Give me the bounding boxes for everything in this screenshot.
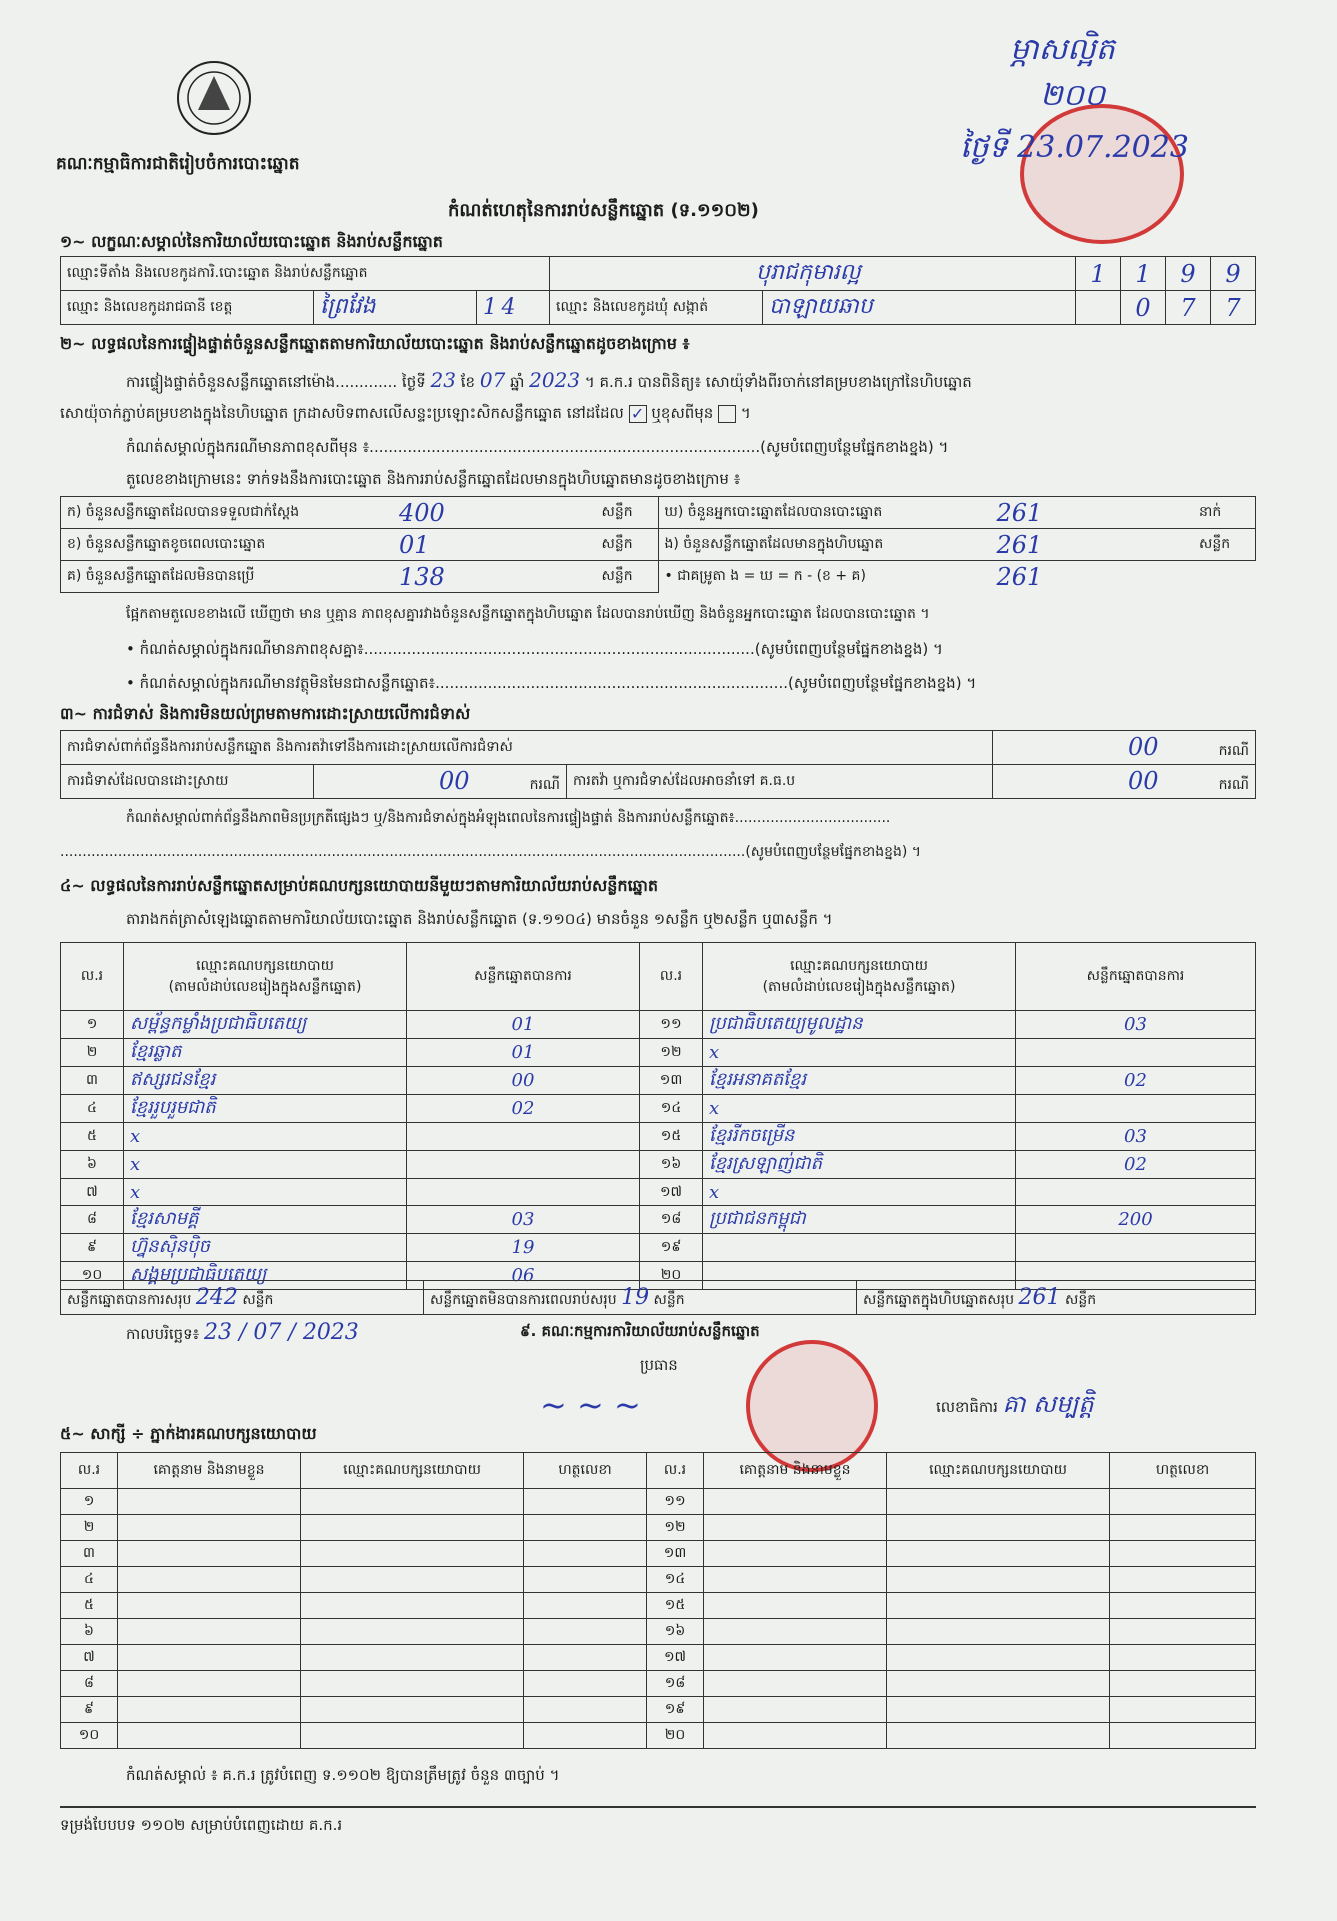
irregularity-note-2: ..........................................................................................................................................................(សូមបំពេញបន្ថែមផ្នែកខាងខ្នង) ។ [60, 844, 922, 860]
witness-entry-field[interactable] [887, 1515, 1110, 1541]
witness-entry-field[interactable] [301, 1567, 524, 1593]
location-value [550, 257, 1076, 291]
party-results-table [60, 942, 1256, 1290]
witness-entry-field[interactable] [118, 1619, 301, 1645]
party-no-right: ១៩ [640, 1234, 703, 1262]
witness-row-number: ១៦ [647, 1619, 704, 1645]
witness-header-no-right: ល.រ [647, 1453, 704, 1489]
party-name-right: ប្រជាធិបតេយ្យមូលដ្ឋាន [703, 1011, 1016, 1039]
table-row [61, 1489, 1256, 1515]
witness-entry-field[interactable] [524, 1567, 647, 1593]
witness-entry-field[interactable] [1110, 1619, 1256, 1645]
witness-entry-field[interactable] [704, 1645, 887, 1671]
verify-day: 23 [430, 368, 456, 392]
chair-signature: ~ ~ ~ [540, 1386, 641, 1424]
irregularity-note-1: កំណត់សម្គាល់ពាក់ព័ន្ធនឹងភាពមិនប្រក្រតីផ្សេងៗ ឬ/និងការជំទាស់ក្នុងអំឡុងពេលនៃការផ្ទៀងផ្ទាត់ និងការរាប់សន្លឹកឆ្នោត៖................................... [126, 810, 891, 826]
figure-c-value: 138 [393, 561, 596, 593]
witness-entry-field[interactable] [704, 1723, 887, 1749]
witness-row-number: ៥ [61, 1593, 118, 1619]
table-row [61, 1593, 1256, 1619]
party-no-right: ១៤ [640, 1095, 703, 1123]
section2-title: ២~ លទ្ធផលនៃការផ្ទៀងផ្ទាត់ចំនួនសន្លឹកឆ្នោតតាមការិយាល័យបោះឆ្នោត និងរាប់សន្លឹកឆ្នោតដូចខាងក្រោម ៖ [60, 334, 690, 353]
party-header-line1: ឈ្មោះគណបក្សនយោបាយ [196, 957, 334, 974]
witness-entry-field[interactable] [1110, 1697, 1256, 1723]
total-valid-unit: សន្លឹក [242, 1291, 274, 1308]
nec-emblem-icon [168, 58, 260, 138]
table-row [61, 1206, 1256, 1234]
witness-row-number: ៣ [61, 1541, 118, 1567]
witness-entry-field[interactable] [301, 1515, 524, 1541]
witness-entry-field[interactable] [1110, 1723, 1256, 1749]
witness-row-number: ១៨ [647, 1671, 704, 1697]
witness-entry-field[interactable] [301, 1541, 524, 1567]
witness-entry-field[interactable] [524, 1515, 647, 1541]
party-no-right: ១៨ [640, 1206, 703, 1234]
witness-entry-field[interactable] [704, 1619, 887, 1645]
witness-header-name-left: គោត្តនាម និងនាមខ្លួន [118, 1453, 301, 1489]
witness-entry-field[interactable] [524, 1723, 647, 1749]
handwritten-note-line2: ២០០ [1040, 78, 1106, 113]
formula-unit [1193, 561, 1256, 593]
witness-entry-field[interactable] [704, 1697, 887, 1723]
date-label: កាលបរិច្ឆេទ៖ [126, 1325, 200, 1343]
witness-entry-field[interactable] [118, 1645, 301, 1671]
table-row [61, 1067, 1256, 1095]
witness-row-number: ៤ [61, 1567, 118, 1593]
party-no-left: ៩ [61, 1234, 124, 1262]
escalated-cell [993, 765, 1256, 799]
party-votes-right [1016, 1234, 1256, 1262]
party-name-right: ខ្មែរស្រឡាញ់ជាតិ [703, 1151, 1016, 1179]
witness-entry-field[interactable] [301, 1697, 524, 1723]
party-name-left: ខ្មែររួបរួមជាតិ [124, 1095, 407, 1123]
party-no-left: ៨ [61, 1206, 124, 1234]
party-name-right: x [703, 1039, 1016, 1067]
party-no-left: ៤ [61, 1095, 124, 1123]
total-valid-value: 242 [195, 1284, 238, 1310]
witness-entry-field[interactable] [301, 1489, 524, 1515]
party-votes-right: 03 [1016, 1123, 1256, 1151]
verification-line [126, 368, 972, 392]
witness-body [61, 1489, 1256, 1749]
objection-count-value: 00 [1128, 733, 1159, 761]
section3-title: ៣~ ការជំទាស់ និងការមិនយល់ព្រមតាមការដោះស្រាយលើការជំទាស់ [60, 704, 471, 723]
difference-note-line: កំណត់សម្គាល់ក្នុងករណីមានភាពខុសពីមុន ៖..................................................................................(សូមបំពេញបន្ថែមផ្នែកខាងខ្នង) ។ [126, 438, 949, 456]
total-box-cell [857, 1281, 1256, 1315]
total-invalid-unit: សន្លឹក [653, 1291, 685, 1308]
witness-entry-field[interactable] [301, 1645, 524, 1671]
party-no-left: ៣ [61, 1067, 124, 1095]
table-row [61, 1619, 1256, 1645]
escalated-unit: ករណី [1218, 777, 1249, 793]
chair-label: ប្រធាន [640, 1356, 678, 1374]
party-votes-left [407, 1179, 640, 1206]
table-row [61, 1234, 1256, 1262]
witness-entry-field[interactable] [704, 1671, 887, 1697]
escalated-label: ការតវ៉ា ឬការជំទាស់ដែលអាចនាំទៅ គ.ធ.ប [567, 765, 993, 799]
witness-entry-field[interactable] [704, 1593, 887, 1619]
changed-text: ឬខុសពីមុន [651, 404, 714, 422]
resolved-value: 00 [439, 767, 470, 795]
party-votes-left [407, 1151, 640, 1179]
witness-header-party-right: ឈ្មោះគណបក្សនយោបាយ [887, 1453, 1110, 1489]
secretary-line [936, 1390, 1094, 1419]
table-row [61, 1011, 1256, 1039]
witness-row-number: ៨ [61, 1671, 118, 1697]
results-header-votes-right: សន្លឹកឆ្នោតបានការ [1016, 943, 1256, 1011]
witness-row-number: ១២ [647, 1515, 704, 1541]
party-no-left: ៦ [61, 1151, 124, 1179]
witness-entry-field[interactable] [1110, 1489, 1256, 1515]
province-code-2: 4 [501, 295, 516, 320]
witness-table [60, 1452, 1256, 1749]
witness-header-party-left: ឈ្មោះគណបក្សនយោបាយ [301, 1453, 524, 1489]
ballot-figures-table [60, 496, 1256, 593]
witness-entry-field[interactable] [704, 1489, 887, 1515]
commune-label: ឈ្មោះ និងលេខកូដឃុំ សង្កាត់ [550, 291, 763, 325]
witness-entry-field[interactable] [524, 1619, 647, 1645]
witness-note: កំណត់សម្គាល់ ៖ គ.ក.រ ត្រូវបំពេញ ទ.១១០២ ឱ្យបានត្រឹមត្រូវ ចំនួន ៣ច្បាប់ ។ [126, 1766, 560, 1784]
party-no-right: ១៥ [640, 1123, 703, 1151]
party-votes-left [407, 1123, 640, 1151]
witness-entry-field[interactable] [704, 1541, 887, 1567]
witness-entry-field[interactable] [887, 1489, 1110, 1515]
seal-check-line: សោយ៉ុចាក់ភ្ជាប់គម្របខាងក្នុងនៃហិបឆ្នោត ក្រដាសបិទពាសលើសន្ទះប្រឡោះសិកសន្លឹកឆ្នោត នៅដដែល ✓ ឬខុសពីមុន ។ [60, 403, 751, 423]
commune-code-1: 0 [1121, 291, 1166, 325]
total-invalid-label: សន្លឹកឆ្នោតមិនបានការពេលរាប់សរុប [430, 1291, 617, 1308]
total-box-label: សន្លឹកឆ្នោតក្នុងហិបឆ្នោតសរុប [863, 1291, 1015, 1308]
witness-entry-field[interactable] [524, 1489, 647, 1515]
results-header-no-right: ល.រ [640, 943, 703, 1011]
party-votes-left: 03 [407, 1206, 640, 1234]
witness-row-number: ១៤ [647, 1567, 704, 1593]
discrepancy-note: • កំណត់សម្គាល់ក្នុងករណីមានភាពខុសគ្នា៖..................................................................................(សូមបំពេញបន្ថែមផ្នែកខាងខ្នង) ។ [126, 640, 943, 658]
party-name-right: ខ្មែររីកចម្រើន [703, 1123, 1016, 1151]
party-name-left: សម្ព័ន្ធកម្លាំងប្រជាធិបតេយ្យ [124, 1011, 407, 1039]
witness-entry-field[interactable] [524, 1645, 647, 1671]
table-row [61, 1151, 1256, 1179]
figure-e-value: 261 [991, 529, 1194, 561]
official-seal-top [1020, 104, 1184, 244]
section1-title: ១~ លក្ខណៈសម្គាល់នៃការិយាល័យបោះឆ្នោត និងរាប់សន្លឹកឆ្នោត [60, 232, 443, 251]
party-name-left: x [124, 1179, 407, 1206]
witness-entry-field[interactable] [118, 1567, 301, 1593]
total-invalid-cell [424, 1281, 857, 1315]
party-name-left: x [124, 1151, 407, 1179]
witness-header-sign-right: ហត្ថលេខា [1110, 1453, 1256, 1489]
witness-header-name-right: គោត្តនាម និងនាមខ្លួន [704, 1453, 887, 1489]
party-name-left: ខ្មែរសាមគ្គី [124, 1206, 407, 1234]
verification-text-d: ។ គ.ក.រ បានពិនិត្យ៖ សោយ៉ុទាំងពីរចាក់នៅគម្របខាងក្រៅនៃហិបឆ្នោត [584, 373, 972, 391]
formula-label: • ជាគម្រូតា ង = ឃ = ក - (ខ + គ) [664, 568, 866, 585]
witness-entry-field[interactable] [118, 1671, 301, 1697]
signature-date-line [126, 1320, 359, 1346]
party-name-left: ឥស្សរជនខ្មែរ [124, 1067, 407, 1095]
seal-check-text: សោយ៉ុចាក់ភ្ជាប់គម្របខាងក្នុងនៃហិបឆ្នោត ក្រដាសបិទពាសលើសន្ទះប្រឡោះសិកសន្លឹកឆ្នោត នៅដដែល [60, 404, 624, 422]
witness-row-number: ១១ [647, 1489, 704, 1515]
witness-row-number: ៧ [61, 1645, 118, 1671]
province-code-cell [477, 291, 550, 325]
party-votes-left: 19 [407, 1234, 640, 1262]
party-votes-right [1016, 1039, 1256, 1067]
handwritten-note-line3: ថ្ងៃទី 23.07.2023 [960, 130, 1189, 165]
commune-code-2: 7 [1166, 291, 1211, 325]
witness-entry-field[interactable] [1110, 1567, 1256, 1593]
witness-row-number: ២ [61, 1515, 118, 1541]
figure-c-label: គ) ចំនួនសន្លឹកឆ្នោតដែលមិនបានប្រើ [61, 561, 394, 593]
party-votes-left: 01 [407, 1011, 640, 1039]
party-votes-left: 01 [407, 1039, 640, 1067]
party-votes-right: 03 [1016, 1011, 1256, 1039]
party-no-left: ២ [61, 1039, 124, 1067]
table-row [61, 1541, 1256, 1567]
figure-d-label: ឃ) ចំនួនអ្នកបោះឆ្នោតដែលបានបោះឆ្នោត [658, 497, 991, 529]
witness-row-number: ៩ [61, 1697, 118, 1723]
witness-entry-field[interactable] [301, 1723, 524, 1749]
table-row [61, 1723, 1256, 1749]
verification-text-a: ការផ្ទៀងផ្ទាត់ចំនួនសន្លឹកឆ្នោតនៅម៉ោង............. ថ្ងៃទី [126, 373, 426, 391]
resolved-label: ការជំទាស់ដែលបានដោះស្រាយ [61, 765, 314, 799]
location-code-1: 1 [1076, 257, 1121, 291]
province-value: ព្រៃវែង [314, 291, 477, 325]
figures-intro: តួលេខខាងក្រោមនេះ ទាក់ទងនឹងការបោះឆ្នោត និងការរាប់សន្លឹកឆ្នោតដែលមានក្នុងហិបឆ្នោតមានដូចខាងក្រោម ៖ [126, 470, 741, 488]
province-code-1: 1 [483, 295, 497, 320]
tally-sheet-intro: តារាងកត់ត្រាសំឡេងឆ្នោតតាមការិយាល័យបោះឆ្នោត និងរាប់សន្លឹកឆ្នោត (ទ.១១០៤) មានចំនួន ១សន្លឹក ឬ២សន្លឹក ឬ៣សន្លឹក ។ [126, 910, 833, 928]
objection-count-unit: ករណី [1218, 743, 1249, 759]
party-no-right: ១៣ [640, 1067, 703, 1095]
commune-code-3: 7 [1211, 291, 1256, 325]
results-header-party-right [703, 943, 1016, 1011]
table-row [61, 1123, 1256, 1151]
witness-entry-field[interactable] [887, 1541, 1110, 1567]
witness-entry-field[interactable] [704, 1515, 887, 1541]
formula-value: 261 [996, 562, 1043, 591]
party-votes-left: 06 [407, 1262, 640, 1290]
objection-count-cell [993, 731, 1256, 765]
date-value: 23 / 07 / 2023 [204, 1320, 359, 1345]
figure-a-label: ក) ចំនួនសន្លឹកឆ្នោតដែលបានទទួលជាក់ស្តែង [61, 497, 394, 529]
commune-code-blank [1076, 291, 1121, 325]
table-row [61, 1179, 1256, 1206]
witness-entry-field[interactable] [887, 1593, 1110, 1619]
party-no-right: ១២ [640, 1039, 703, 1067]
witness-entry-field[interactable] [887, 1697, 1110, 1723]
party-no-right: ១៧ [640, 1179, 703, 1206]
changed-checkbox[interactable] [718, 405, 736, 423]
party-name-right: x [703, 1179, 1016, 1206]
party-no-left: ១ [61, 1011, 124, 1039]
committee-label: ៩. គណៈកម្មការការិយាល័យរាប់សន្លឹកឆ្នោត [520, 1322, 760, 1340]
location-code-2: 1 [1121, 257, 1166, 291]
figure-a-unit: សន្លឹក [596, 497, 659, 529]
figure-d-unit: នាក់ [1193, 497, 1256, 529]
party-header-line2: (តាមលំដាប់លេខរៀងក្នុងសន្លឹកឆ្នោត) [168, 978, 362, 995]
verify-year: 2023 [529, 368, 581, 392]
witness-header-no-left: ល.រ [61, 1453, 118, 1489]
table-row [61, 1671, 1256, 1697]
witness-row-number: ១ [61, 1489, 118, 1515]
secretary-signature: គា សម្បត្តិ [1002, 1390, 1094, 1418]
total-invalid-value: 19 [621, 1284, 650, 1310]
witness-entry-field[interactable] [118, 1515, 301, 1541]
location-name: បុរាជកុមារល្អ [756, 259, 861, 285]
handwritten-note-line1: ម្ភាសល្អិត [1010, 32, 1115, 67]
witness-header-sign-left: ហត្ថលេខា [524, 1453, 647, 1489]
escalated-value: 00 [1128, 767, 1159, 795]
witness-entry-field[interactable] [524, 1671, 647, 1697]
party-no-left: ៥ [61, 1123, 124, 1151]
witness-entry-field[interactable] [887, 1645, 1110, 1671]
witness-row-number: ១៧ [647, 1645, 704, 1671]
figure-c-unit: សន្លឹក [596, 561, 659, 593]
results-totals [60, 1280, 1256, 1315]
party-header-line1: ឈ្មោះគណបក្សនយោបាយ [790, 957, 928, 974]
witness-entry-field[interactable] [1110, 1671, 1256, 1697]
party-votes-left: 02 [407, 1095, 640, 1123]
witness-entry-field[interactable] [301, 1619, 524, 1645]
figure-b-label: ខ) ចំនួនសន្លឹកឆ្នោតខូចពេលបោះឆ្នោត [61, 529, 394, 561]
party-no-right: ១១ [640, 1011, 703, 1039]
witness-row-number: ១៩ [647, 1697, 704, 1723]
witness-entry-field[interactable] [704, 1567, 887, 1593]
witness-row-number: ១០ [61, 1723, 118, 1749]
location-code-3: 9 [1166, 257, 1211, 291]
witness-entry-field[interactable] [118, 1541, 301, 1567]
party-votes-right [1016, 1095, 1256, 1123]
secretary-label: លេខាធិការ [936, 1398, 998, 1416]
commune-value: បាឡាយឆាប [763, 291, 1076, 325]
table-row [61, 1515, 1256, 1541]
witness-entry-field[interactable] [1110, 1515, 1256, 1541]
witness-row-number: ១៣ [647, 1541, 704, 1567]
party-votes-left: 00 [407, 1067, 640, 1095]
org-name: គណៈកម្មាធិការជាតិរៀបចំការបោះឆ្នោត [56, 154, 300, 174]
witness-entry-field[interactable] [1110, 1645, 1256, 1671]
party-no-right: ២០ [640, 1262, 703, 1290]
table-row [61, 1567, 1256, 1593]
figure-b-unit: សន្លឹក [596, 529, 659, 561]
witness-entry-field[interactable] [887, 1671, 1110, 1697]
figure-e-unit: សន្លឹក [1193, 529, 1256, 561]
party-no-left: ៧ [61, 1179, 124, 1206]
witness-entry-field[interactable] [524, 1697, 647, 1723]
party-no-right: ១៦ [640, 1151, 703, 1179]
party-name-left: ខ្មែរឆ្លាត [124, 1039, 407, 1067]
figure-a-value: 400 [393, 497, 596, 529]
form-title: កំណត់ហេតុនៃការរាប់សន្លឹកឆ្នោត (ទ.១១០២) [448, 200, 759, 221]
witness-entry-field[interactable] [301, 1593, 524, 1619]
foreign-object-note: • កំណត់សម្គាល់ក្នុងករណីមានវត្ថុមិនមែនជាសន្លឹកឆ្នោត៖..........................................................................(សូមបំពេញបន្ថែមផ្នែកខាងខ្នង) ។ [126, 674, 977, 692]
party-votes-right: 02 [1016, 1151, 1256, 1179]
total-valid-label: សន្លឹកឆ្នោតបានការសរុប [67, 1291, 192, 1308]
results-body [61, 1011, 1256, 1290]
section4-title: ៤~ លទ្ធផលនៃការរាប់សន្លឹកឆ្នោតសម្រាប់គណបក្សនយោបាយនីមួយៗតាមការិយាល័យរាប់សន្លឹកឆ្នោត [60, 876, 659, 895]
witness-entry-field[interactable] [1110, 1541, 1256, 1567]
party-name-right: ខ្មែរអនាគតខ្មែរ [703, 1067, 1016, 1095]
resolved-cell [314, 765, 567, 799]
discrepancy-line: ផ្អែកតាមតួលេខខាងលើ ឃើញថា មាន ឬគ្មាន ភាពខុសគ្នារវាងចំនួនសន្លឹកឆ្នោតក្នុងហិបឆ្នោត ដែលបានរាប់ឃើញ និងចំនួនអ្នកបោះឆ្នោត ដែលបានបោះឆ្នោត ។ [126, 606, 930, 622]
witness-entry-field[interactable] [887, 1619, 1110, 1645]
table-row [61, 1039, 1256, 1067]
unchanged-checkbox[interactable]: ✓ [629, 405, 647, 423]
table-row [61, 1095, 1256, 1123]
witness-entry-field[interactable] [118, 1593, 301, 1619]
location-label: ឈ្មោះទីតាំង និងលេខកូដការិ.បោះឆ្នោត និងរាប់សន្លឹកឆ្នោត [61, 257, 550, 291]
total-box-unit: សន្លឹក [1064, 1291, 1097, 1308]
table-row [61, 1645, 1256, 1671]
witness-entry-field[interactable] [118, 1723, 301, 1749]
resolved-unit: ករណី [529, 777, 560, 793]
party-name-right: x [703, 1095, 1016, 1123]
party-name-left: ហ្វ៊ុនស៊ិនប៉ិច [124, 1234, 407, 1262]
objection-count-label: ការជំទាស់ពាក់ព័ន្ធនឹងការរាប់សន្លឹកឆ្នោត និងការតវ៉ាទៅនឹងការដោះស្រាយលើការជំទាស់ [61, 731, 993, 765]
witness-entry-field[interactable] [524, 1593, 647, 1619]
party-votes-right: 02 [1016, 1067, 1256, 1095]
location-code-4: 9 [1211, 257, 1256, 291]
witness-row-number: ៦ [61, 1619, 118, 1645]
party-header-line2: (តាមលំដាប់លេខរៀងក្នុងសន្លឹកឆ្នោត) [762, 978, 956, 995]
witness-entry-field[interactable] [524, 1541, 647, 1567]
section5-title: ៥~ សាក្សី ÷ ភ្នាក់ងារគណបក្សនយោបាយ [60, 1424, 317, 1443]
witness-entry-field[interactable] [887, 1723, 1110, 1749]
party-name-left: x [124, 1123, 407, 1151]
province-label: ឈ្មោះ និងលេខកូដរាជធានី ខេត្ត [61, 291, 314, 325]
objections-table [60, 730, 1256, 799]
results-header-party-left [124, 943, 407, 1011]
verification-text-b: ខែ [460, 373, 476, 391]
witness-row-number: ១៥ [647, 1593, 704, 1619]
party-votes-right [1016, 1179, 1256, 1206]
witness-entry-field[interactable] [118, 1489, 301, 1515]
party-no-left: ១០ [61, 1262, 124, 1290]
verification-text-c: ឆ្នាំ [510, 373, 525, 391]
figure-d-value: 261 [991, 497, 1194, 529]
figure-e-label: ង) ចំនួនសន្លឹកឆ្នោតដែលមានក្នុងហិបឆ្នោត [658, 529, 991, 561]
party-name-right [703, 1234, 1016, 1262]
witness-entry-field[interactable] [887, 1567, 1110, 1593]
results-header-no-left: ល.រ [61, 943, 124, 1011]
party-name-right: ប្រជាជនកម្ពុជា [703, 1206, 1016, 1234]
verify-month: 07 [479, 368, 506, 392]
witness-entry-field[interactable] [1110, 1593, 1256, 1619]
section1-table [60, 256, 1256, 325]
total-box-value: 261 [1018, 1284, 1061, 1310]
witness-entry-field[interactable] [118, 1697, 301, 1723]
party-votes-right: 200 [1016, 1206, 1256, 1234]
figure-b-value: 01 [393, 529, 596, 561]
total-valid-cell [61, 1281, 424, 1315]
witness-entry-field[interactable] [301, 1671, 524, 1697]
table-row [61, 1697, 1256, 1723]
footer-text: ទម្រង់បែបបទ ១១០២ សម្រាប់បំពេញដោយ គ.ក.រ [60, 1816, 343, 1834]
party-name-left: សង្គមប្រជាធិបតេយ្យ [124, 1262, 407, 1290]
footer-divider [60, 1806, 1256, 1808]
witness-row-number: ២០ [647, 1723, 704, 1749]
results-header-votes-left: សន្លឹកឆ្នោតបានការ [407, 943, 640, 1011]
